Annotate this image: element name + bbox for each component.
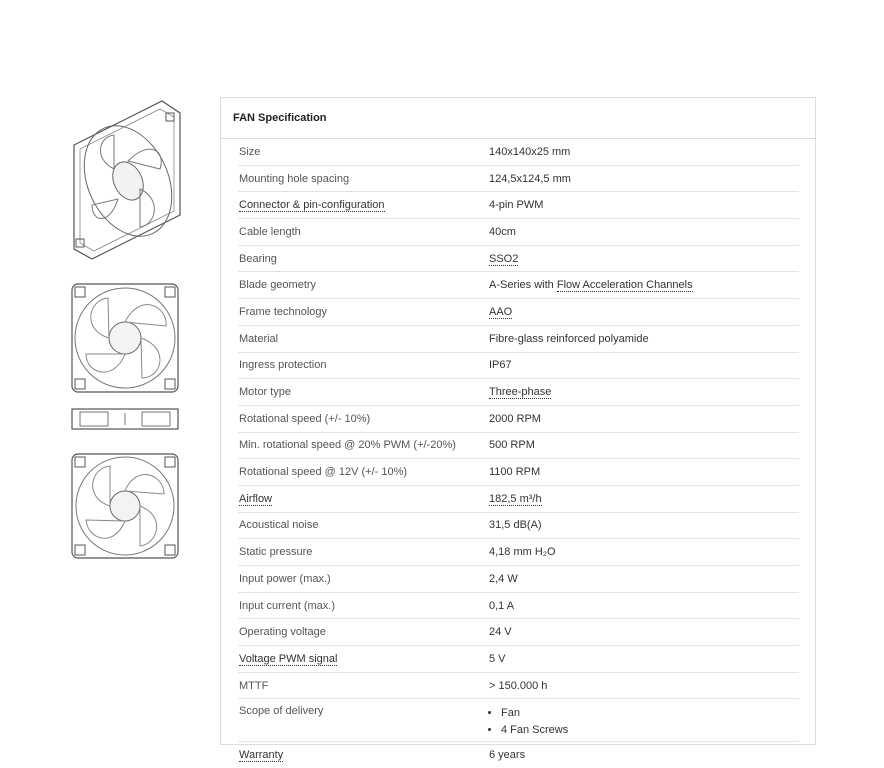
spec-value: Fibre-glass reinforced polyamide: [489, 332, 649, 345]
spec-value: 4-pin PWM: [489, 199, 544, 212]
connector-link[interactable]: Connector & pin-configuration: [239, 199, 385, 212]
spec-row-connector: [238, 192, 799, 219]
spec-value: 500 RPM: [489, 439, 535, 452]
spec-row-frame: [238, 299, 799, 326]
spec-label: Input power (max.): [239, 572, 331, 585]
spec-row-min-speed: [238, 433, 799, 460]
spec-label-cell: [238, 199, 489, 211]
spec-value-cell: [489, 253, 799, 265]
spec-label: Static pressure: [239, 546, 313, 559]
spec-value: 24 V: [489, 626, 512, 639]
fan-spec-panel: [220, 97, 816, 762]
three-phase-link[interactable]: Three-phase: [489, 386, 552, 399]
spec-label: Bearing: [239, 252, 277, 265]
spec-label: Size: [239, 145, 261, 158]
spec-row-pwm-signal: [238, 646, 799, 673]
spec-value-cell: [489, 705, 799, 739]
fan-side-image: [70, 407, 180, 431]
spec-row-noise: [238, 513, 799, 540]
list-item: • 4 Fan Screws: [501, 722, 799, 739]
airflow-link[interactable]: Airflow: [239, 492, 273, 505]
spec-row-mounting: [238, 166, 799, 193]
spec-row-power: [238, 566, 799, 593]
spec-row-blade: [238, 272, 799, 299]
spec-label: MTTF: [239, 679, 269, 692]
spec-label: Operating voltage: [239, 626, 326, 639]
warranty-link[interactable]: Warranty: [239, 749, 284, 762]
voltage-pwm-link[interactable]: Voltage PWM signal: [239, 652, 338, 665]
spec-label-cell: [238, 749, 489, 761]
flow-acceleration-link[interactable]: Flow Acceleration Channels: [556, 279, 693, 292]
spec-row-pressure: [238, 539, 799, 566]
spec-value: 40cm: [489, 225, 516, 238]
spec-value: 0,1 A: [489, 599, 515, 612]
spec-label: Blade geometry: [239, 279, 317, 292]
spec-rows: [238, 139, 799, 768]
spec-row-bearing: [238, 246, 799, 273]
airflow-value-link[interactable]: 182,5 m³/h: [489, 492, 542, 505]
aao-link[interactable]: AAO: [489, 305, 513, 318]
fan-back-image: [70, 452, 180, 560]
spec-value-cell: [489, 279, 799, 291]
spec-row-current: [238, 593, 799, 620]
spec-label: Material: [239, 332, 279, 345]
bearing-link[interactable]: SSO2: [489, 252, 519, 265]
list-item: • Fan: [501, 705, 799, 722]
spec-row-airflow: [238, 486, 799, 513]
spec-row-cable: [238, 219, 799, 246]
spec-value: 5 V: [489, 652, 506, 665]
spec-label: Ingress protection: [239, 359, 327, 372]
spec-label: Acoustical noise: [239, 519, 319, 532]
spec-row-mttf: [238, 673, 799, 700]
spec-value-cell: [489, 386, 799, 398]
spec-label: Scope of delivery: [239, 705, 324, 718]
spec-label: Mounting hole spacing: [239, 172, 350, 185]
spec-row-warranty: [238, 742, 799, 768]
spec-label: Rotational speed @ 12V (+/- 10%): [239, 466, 408, 479]
spec-value: 2000 RPM: [489, 412, 541, 425]
spec-value: > 150.000 h: [489, 679, 548, 692]
spec-value-cell: [489, 306, 799, 318]
spec-label: Min. rotational speed @ 20% PWM (+/-20%): [239, 439, 456, 452]
spec-value: IP67: [489, 359, 512, 372]
spec-value: 1100 RPM: [489, 466, 541, 479]
spec-value: 6 years: [489, 749, 526, 762]
spec-row-size: [238, 139, 799, 166]
spec-label: Cable length: [239, 225, 301, 238]
spec-value: 124,5x124,5 mm: [489, 172, 571, 185]
spec-row-speed-12v: [238, 459, 799, 486]
spec-row-scope: [238, 699, 799, 742]
scope-list: [489, 705, 799, 739]
spec-value: 140x140x25 mm: [489, 145, 571, 158]
fan-isometric-image: [70, 99, 182, 261]
spec-label: Motor type: [239, 386, 291, 399]
spec-value-cell: [489, 493, 799, 505]
spec-row-speed: [238, 406, 799, 433]
spec-title: FAN Specification: [221, 98, 815, 139]
spec-value: 4,18 mm H₂O: [489, 546, 556, 559]
spec-value: 31,5 dB(A): [489, 519, 542, 532]
spec-row-material: [238, 326, 799, 353]
spec-row-ingress: [238, 353, 799, 380]
spec-label: Input current (max.): [239, 599, 335, 612]
spec-row-motor: [238, 379, 799, 406]
blade-prefix: A-Series with: [489, 279, 557, 292]
spec-label-cell: [238, 653, 489, 665]
spec-row-voltage: [238, 619, 799, 646]
spec-value: 2,4 W: [489, 572, 518, 585]
spec-label-cell: [238, 493, 489, 505]
fan-front-image: [70, 282, 180, 394]
spec-label: Frame technology: [239, 305, 328, 318]
spec-label: Rotational speed (+/- 10%): [239, 412, 371, 425]
